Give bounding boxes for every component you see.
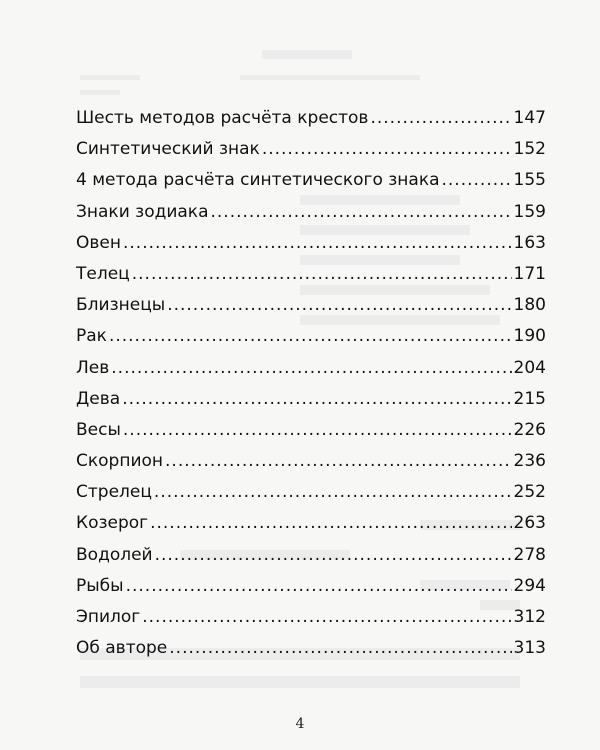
toc-entry-page: 190	[513, 326, 546, 347]
toc-leader-dots	[169, 633, 511, 664]
toc-entry-page: 155	[513, 170, 546, 191]
toc-entry[interactable]	[76, 353, 546, 384]
toc-entry-title: Скорпион	[76, 451, 164, 472]
toc-entry[interactable]	[76, 477, 546, 508]
toc-entry-title: Рак	[76, 326, 107, 347]
toc-entry[interactable]	[76, 165, 546, 196]
toc-entry[interactable]	[76, 508, 546, 539]
toc-leader-dots	[132, 259, 512, 290]
toc-leader-dots	[442, 165, 512, 196]
toc-entry-page: 171	[513, 263, 546, 284]
toc-leader-dots	[150, 508, 511, 539]
toc-leader-dots	[142, 602, 511, 633]
toc-entry[interactable]	[76, 540, 546, 571]
toc-entry-page: 147	[513, 108, 546, 128]
toc-entry[interactable]	[76, 384, 546, 415]
toc-entry-page: 294	[513, 575, 546, 596]
toc-entry-title: Об авторе	[76, 638, 168, 659]
toc-entry-title: Козерог	[76, 513, 149, 534]
toc-entry[interactable]	[76, 415, 546, 446]
toc-entry[interactable]	[76, 633, 546, 664]
toc-entry-title: Дева	[76, 388, 121, 409]
table-of-contents	[76, 103, 546, 664]
toc-leader-dots	[165, 446, 512, 477]
toc-entry-page: 152	[513, 139, 546, 160]
toc-entry-title: Шесть методов расчёта крестов	[76, 108, 369, 128]
toc-leader-dots	[126, 571, 512, 602]
toc-entry[interactable]	[76, 290, 546, 321]
toc-leader-dots	[122, 384, 511, 415]
toc-leader-dots	[123, 228, 512, 259]
toc-entry-title: Водолей	[76, 544, 153, 565]
toc-entry[interactable]	[76, 228, 546, 259]
toc-leader-dots	[211, 197, 512, 228]
toc-entry-title: Синтетический знак	[76, 139, 260, 160]
toc-entry-page: 236	[513, 451, 546, 472]
toc-entry-page: 278	[513, 544, 546, 565]
toc-entry[interactable]	[76, 259, 546, 290]
toc-entry-title: 4 метода расчёта синтетического знака	[76, 170, 440, 191]
toc-entry-page: 263	[513, 513, 546, 534]
toc-entry-title: Близнецы	[76, 295, 166, 316]
toc-entry[interactable]	[76, 446, 546, 477]
toc-leader-dots	[123, 415, 512, 446]
toc-entry[interactable]	[76, 321, 546, 352]
toc-entry-title: Весы	[76, 419, 121, 440]
toc-entry-title: Стрелец	[76, 482, 152, 503]
toc-entry-title: Знаки зодиака	[76, 201, 209, 222]
toc-entry-page: 226	[513, 419, 546, 440]
toc-entry-page: 204	[513, 357, 546, 378]
toc-entry-page: 252	[513, 482, 546, 503]
toc-leader-dots	[155, 540, 512, 571]
toc-entry-title: Эпилог	[76, 607, 141, 627]
toc-entry-title: Овен	[76, 232, 121, 253]
toc-leader-dots	[109, 321, 512, 352]
page-number: 4	[295, 716, 305, 732]
toc-leader-dots	[370, 103, 511, 134]
toc-leader-dots	[262, 134, 512, 165]
toc-entry[interactable]	[76, 571, 546, 602]
toc-entry[interactable]	[76, 602, 546, 633]
toc-leader-dots	[154, 477, 512, 508]
toc-entry-page: 180	[513, 295, 546, 316]
toc-entry-title: Лев	[76, 357, 110, 378]
toc-entry-title: Рыбы	[76, 575, 124, 596]
toc-entry-page: 312	[513, 607, 546, 627]
toc-entry-page: 163	[513, 232, 546, 253]
toc-leader-dots	[167, 290, 511, 321]
toc-entry-page: 159	[513, 201, 546, 222]
toc-entry[interactable]	[76, 103, 546, 134]
toc-entry[interactable]	[76, 134, 546, 165]
toc-entry[interactable]	[76, 197, 546, 228]
toc-entry-page: 313	[513, 638, 546, 659]
toc-entry-page: 215	[513, 388, 546, 409]
toc-entry-title: Телец	[76, 263, 130, 284]
toc-leader-dots	[111, 353, 511, 384]
